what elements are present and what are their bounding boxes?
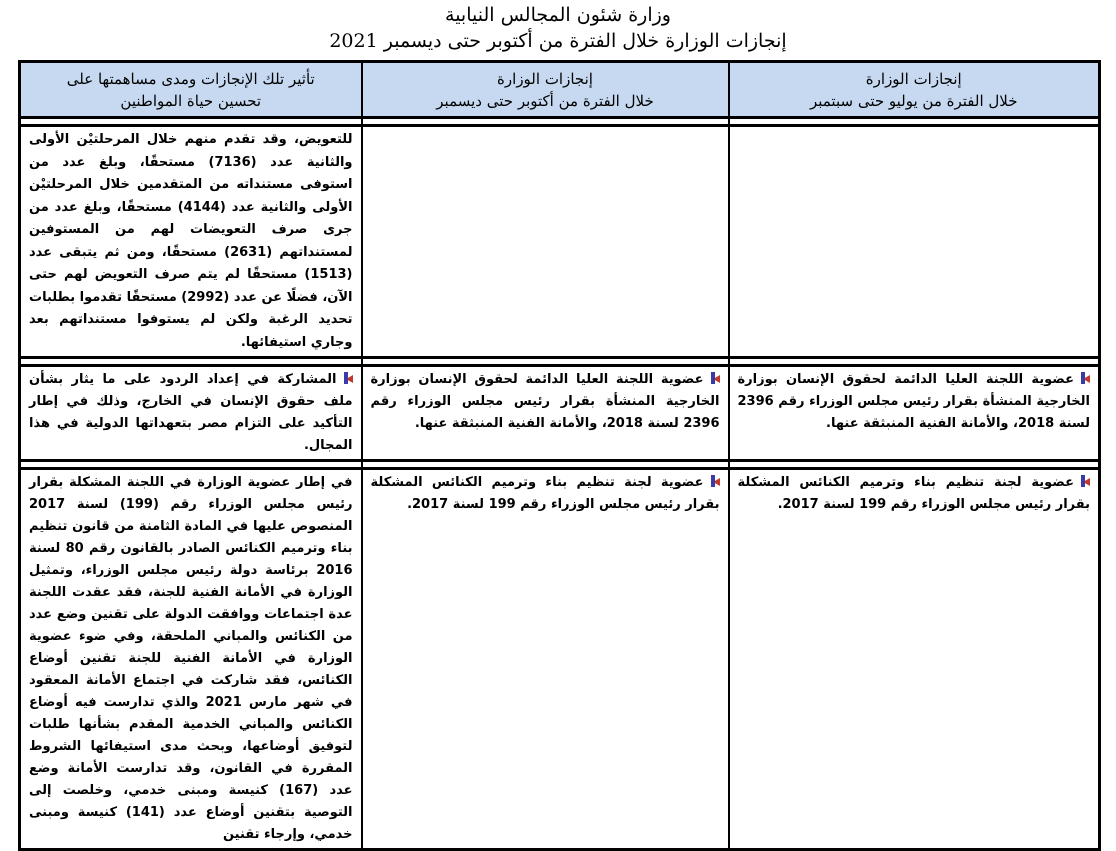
bullet-icon: [1078, 372, 1090, 384]
cell-oct-dec: [362, 366, 729, 461]
report-subtitle: إنجازات الوزارة خلال الفترة من أكتوبر حتى ديسمبر 2021: [329, 30, 787, 52]
document-header: [0, 2, 1116, 54]
table-header-row: [20, 62, 1100, 118]
table-row: [20, 126, 1100, 358]
cell-jul-sep: [729, 366, 1100, 461]
table-spacer-row: [20, 358, 1100, 366]
cell-oct-dec: [362, 469, 729, 850]
ministry-name: وزارة شئون المجالس النيابية: [445, 4, 671, 26]
column-header-oct-dec: [362, 62, 729, 118]
cell-jul-sep: [729, 126, 1100, 358]
bullet-icon: [341, 372, 353, 384]
cell-text: عضوية اللجنة العليا الدائمة لحقوق الإنسان بوزارة الخارجية المنشأة بقرار رئيس مجلس الوزراء رقم 2396 لسنة 2018، والأمانة الفنية المنبثقة عنها.: [370, 372, 720, 431]
column-header-line2: تحسين حياة المواطنين: [120, 91, 262, 110]
bullet-icon: [1078, 475, 1090, 487]
bullet-icon: [708, 372, 720, 384]
table-spacer-row: [20, 461, 1100, 469]
cell-text: المشاركة في إعداد الردود على ما يثار بشأن ملف حقوق الإنسان في الخارج، وذلك في إطار التأكيد على التزام مصر بتعهداتها الدولية في هذا المجال.: [29, 372, 353, 453]
cell-text: عضوية لجنة تنظيم بناء وترميم الكنائس المشكلة بقرار رئيس مجلس الوزراء رقم 199 لسنة 2017.: [370, 475, 720, 512]
achievements-table: [18, 60, 1101, 851]
table-row: [20, 366, 1100, 461]
column-header-line2: خلال الفترة من يوليو حتى سبتمبر: [809, 91, 1018, 110]
column-header-jul-sep: [729, 62, 1100, 118]
table-spacer-row: [20, 118, 1100, 126]
column-header-line1: إنجازات الوزارة: [865, 69, 962, 88]
column-header-impact: [20, 62, 362, 118]
column-header-line2: خلال الفترة من أكتوبر حتى ديسمبر: [436, 91, 654, 110]
cell-text: عضوية اللجنة العليا الدائمة لحقوق الإنسان بوزارة الخارجية المنشأة بقرار رئيس مجلس الوزراء رقم 2396 لسنة 2018، والأمانة الفنية المنبثقة عنها.: [737, 372, 1090, 431]
cell-oct-dec: [362, 126, 729, 358]
bullet-icon: [708, 475, 720, 487]
cell-text: عضوية لجنة تنظيم بناء وترميم الكنائس المشكلة بقرار رئيس مجلس الوزراء رقم 199 لسنة 2017.: [737, 475, 1090, 512]
cell-jul-sep: [729, 469, 1100, 850]
cell-impact: للتعويض، وقد تقدم منهم خلال المرحلتيْن الأولى والثانية عدد (7136) مستحقًا، وبلغ عدد من استوفى مستنداته من المتقدمين خلال المرحلتيْن الأولى والثانية عدد (4144) مستحقًا، وبلغ عدد من جرى صرف التعويضات لهم من المستوفين لمستنداتهم (2631) مستحقًا، ومن ثم يتبقى عدد (1513) مستحقًا لم يتم صرف التعويض لهم حتى الآن، فضلًا عن عدد (2992) مستحقًا تقدموا بطلبات تحديد الرغبة ولكن لم يستوفوا مستنداتهم بعد وجاري استيفائها.: [20, 126, 362, 358]
column-header-line1: إنجازات الوزارة: [497, 69, 593, 88]
column-header-line1: تأثير تلك الإنجازات ومدى مساهمتها على: [66, 69, 315, 88]
cell-impact: [20, 469, 362, 850]
table-row: [20, 469, 1100, 850]
cell-impact: [20, 366, 362, 461]
cell-text: في إطار عضوية الوزارة في اللجنة المشكلة بقرار رئيس مجلس الوزراء رقم (199) لسنة 2017 المنصوص عليها في المادة الثامنة من قانون تنظيم بناء وترميم الكنائس الصادر بالقانون رقم 80 لسنة 2016 برئاسة دولة رئيس مجلس الوزراء، وتمثيل الوزارة في الأمانة الفنية للجنة، فقد عقدت اللجنة عدة اجتماعات ووافقت الدولة على تقنين وضع عدد من الكنائس والمباني الملحقة، وفي ضوء عضوية الوزارة في الأمانة الفنية للجنة تقنين أوضاع الكنائس، فقد شاركت في اجتماع الأمانة المعقود في شهر مارس 2021 والذي تدارست فيه أوضاع الكنائس والمباني الخدمية المقدم بشأنها طلبات لتوفيق أوضاعها، وبحث مدى استيفائها الشروط المقررة في القانون، وقد تدارست الأمانة وضع عدد (167) كنيسة ومبنى خدمي، وخلصت إلى التوصية بتقنين أوضاع عدد (141) كنيسة ومبنى خدمي، وإرجاء تقنين: [29, 475, 353, 842]
